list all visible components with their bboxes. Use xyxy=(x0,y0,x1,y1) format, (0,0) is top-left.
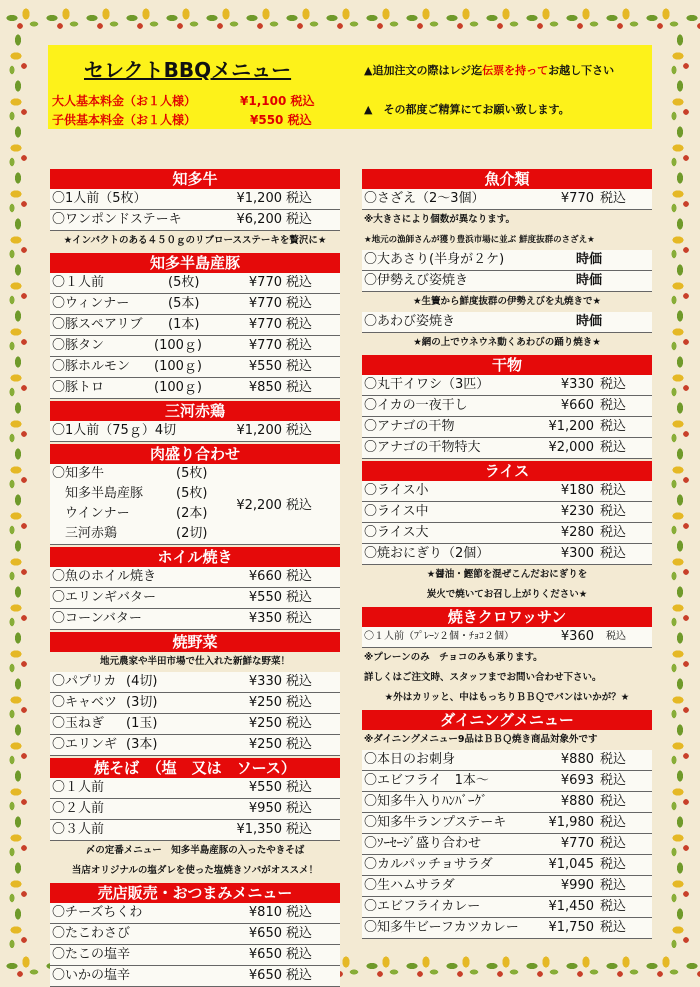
menu-row: 〇アナゴの干物特大 ¥2,000 税込 xyxy=(362,438,652,459)
menu-row: 〇豚タン (100ｇ) ¥770 税込 xyxy=(50,336,340,357)
menu-row: 〇エビフライ 1本～ ¥693 税込 xyxy=(362,771,652,792)
menu-row: 〇大あさり(半身が２ケ) 時価 xyxy=(362,250,652,271)
menu-row: 〇たこわさび ¥650 税込 xyxy=(50,924,340,945)
section-note: 当店オリジナルの塩ダレを使った塩焼きソバがオススメ！ xyxy=(71,865,319,876)
menu-row: 〇２人前 ¥950 税込 xyxy=(50,799,340,820)
menu-row: 〇1人前（5枚） ¥1,200 税込 xyxy=(50,189,340,210)
section-note: 詳しくはご注文時、スタッフまでお問い合わせ下さい。 xyxy=(364,672,602,683)
menu-row: 〇ライス大 ¥280 税込 xyxy=(362,523,652,544)
order-note: ▲追加注文の際はレジ迄伝票を持ってお越し下さい xyxy=(364,64,615,77)
menu-row: 〇知多牛入りﾊﾝﾊﾞｰｸﾞ ¥880 税込 xyxy=(362,792,652,813)
menu-row: 〇知多牛ランプステーキ ¥1,980 税込 xyxy=(362,813,652,834)
menu-row: 〇豚スペアリブ (1本) ¥770 税込 xyxy=(50,315,340,336)
menu-row: 〇エリンギバター ¥550 税込 xyxy=(50,588,340,609)
menu-row: 〇あわび姿焼き 時価 xyxy=(362,312,652,333)
section-header-foil: ホイル焼き xyxy=(50,547,340,567)
section-note: ★インパクトのある４５０ｇのリブロースステーキを贅沢に★ xyxy=(63,235,327,246)
section-header-seafood: 魚介類 xyxy=(362,169,652,189)
menu-row: 〇本日のお刺身 ¥880 税込 xyxy=(362,750,652,771)
menu-row: 〇ライス中 ¥230 税込 xyxy=(362,502,652,523)
section-note: ※大きさにより個数が異なります。 xyxy=(364,214,515,225)
payment-note: ▲ その都度ご精算にてお願い致します。 xyxy=(364,103,570,116)
section-header-veg: 焼野菜 xyxy=(50,632,340,652)
menu-row: 〇いかの塩辛 ¥650 税込 xyxy=(50,966,340,987)
header-banner: セレクトBBQメニュー 大人基本料金（お１人様） ¥1,100 税込 子供基本料金（お１人様） ¥550 税込 ▲追加注文の際はレジ迄伝票を持ってお越し下さい ▲ その都度ご精算にてお願い致します。 xyxy=(48,45,652,129)
left-column xyxy=(50,167,340,987)
menu-title: セレクトBBQメニュー xyxy=(84,58,292,82)
section-note: ★醤油・鰹節を混ぜこんだおにぎりを xyxy=(426,569,588,580)
menu-row: 〇魚のホイル焼き ¥660 税込 xyxy=(50,567,340,588)
section-note: ★生簀から鮮度抜群の伊勢えびを丸焼きで★ xyxy=(412,296,602,307)
menu-row: 〇３人前 ¥1,350 税込 xyxy=(50,820,340,841)
section-header-assort: 肉盛り合わせ xyxy=(50,444,340,464)
menu-row: 〇１人前（ﾌﾟﾚｰﾝ２個・ﾁｮｺ２個） ¥360 税込 xyxy=(362,627,652,648)
menu-row: 〇ウィンナー (5本) ¥770 税込 xyxy=(50,294,340,315)
menu-row: 〇知多牛ビーフカツカレー ¥1,750 税込 xyxy=(362,918,652,939)
menu-row: 〇焼おにぎり（2個） ¥300 税込 xyxy=(362,544,652,565)
section-note: ★地元の漁師さんが獲り豊浜市場に並ぶ 鮮度抜群のさざえ★ xyxy=(364,235,595,245)
menu-row: 〇豚ホルモン (100ｇ) ¥550 税込 xyxy=(50,357,340,378)
section-note: 〆の定番メニュー 知多半島産豚の入ったやきそば xyxy=(85,845,305,856)
menu-row: 〇豚トロ (100ｇ) ¥850 税込 xyxy=(50,378,340,399)
menu-row: 〇チーズちくわ ¥810 税込 xyxy=(50,903,340,924)
section-header-dining: ダイニングメニュー xyxy=(362,710,652,730)
section-header-pork: 知多半島産豚 xyxy=(50,253,340,273)
menu-row: 〇1人前（75ｇ）4切 ¥1,200 税込 xyxy=(50,421,340,442)
menu-row: 〇さざえ（2～3個） ¥770 税込 xyxy=(362,189,652,210)
leaf-border-top xyxy=(0,0,700,36)
menu-row: 〇パプリカ (4切) ¥330 税込 xyxy=(50,672,340,693)
menu-row: 〇エリンギ (3本) ¥250 税込 xyxy=(50,735,340,756)
menu-row: 〇アナゴの干物 ¥1,200 税込 xyxy=(362,417,652,438)
leaf-border-left xyxy=(4,30,34,954)
section-note: ※プレーンのみ チョコのみも承ります。 xyxy=(364,652,543,663)
section-header-croissant: 焼きクロワッサン xyxy=(362,607,652,627)
menu-row: 〇玉ねぎ (1玉) ¥250 税込 xyxy=(50,714,340,735)
assort-combo: 〇知多牛 (5枚) 知多半島産豚 (5枚) ウインナー (2本) 三河赤鶏 (2切) ¥2,200 税込 xyxy=(50,464,340,545)
menu-row: 〇コーンバター ¥350 税込 xyxy=(50,609,340,630)
section-note: ★外はカリッと、中はもっちりＢＢＱでパンはいかが？★ xyxy=(384,692,630,703)
menu-row: 〇イカの一夜干し ¥660 税込 xyxy=(362,396,652,417)
menu-row: 〇ワンポンドステーキ ¥6,200 税込 xyxy=(50,210,340,231)
menu-row: 〇ｿｰｾｰｼﾞ盛り合わせ ¥770 税込 xyxy=(362,834,652,855)
section-note: ★網の上でウネウネ動くあわびの踊り焼き★ xyxy=(413,337,601,348)
menu-row: 〇１人前 ¥550 税込 xyxy=(50,778,340,799)
section-header-rice: ライス xyxy=(362,461,652,481)
section-header-dried: 干物 xyxy=(362,355,652,375)
section-note: 地元農家や半田市場で仕入れた新鮮な野菜！ xyxy=(99,656,290,667)
section-header-shop: 売店販売・おつまみメニュー xyxy=(50,883,340,903)
menu-row: 〇たこの塩辛 ¥650 税込 xyxy=(50,945,340,966)
menu-row: 〇エビフライカレー ¥1,450 税込 xyxy=(362,897,652,918)
menu-row: 〇伊勢えび姿焼き 時価 xyxy=(362,271,652,292)
leaf-border-right xyxy=(666,30,696,954)
section-note: ※ダイニングメニュー9品はＢＢＱ焼き商品対象外です xyxy=(364,734,598,745)
menu-row: 〇丸干イワシ（3匹） ¥330 税込 xyxy=(362,375,652,396)
section-note: 炭火で焼いてお召し上がりください★ xyxy=(426,589,588,600)
section-header-chita-beef: 知多牛 xyxy=(50,169,340,189)
menu-row: 〇カルパッチョサラダ ¥1,045 税込 xyxy=(362,855,652,876)
right-column xyxy=(362,167,652,939)
assort-price: ¥2,200 税込 xyxy=(236,498,312,513)
menu-row: 〇キャベツ (3切) ¥250 税込 xyxy=(50,693,340,714)
menu-row: 〇ライス小 ¥180 税込 xyxy=(362,481,652,502)
section-header-yakisoba: 焼そば （塩 又は ソース） xyxy=(50,758,340,778)
menu-row: 〇生ハムサラダ ¥990 税込 xyxy=(362,876,652,897)
section-header-chicken: 三河赤鶏 xyxy=(50,401,340,421)
menu-row: 〇１人前 (5枚) ¥770 税込 xyxy=(50,273,340,294)
